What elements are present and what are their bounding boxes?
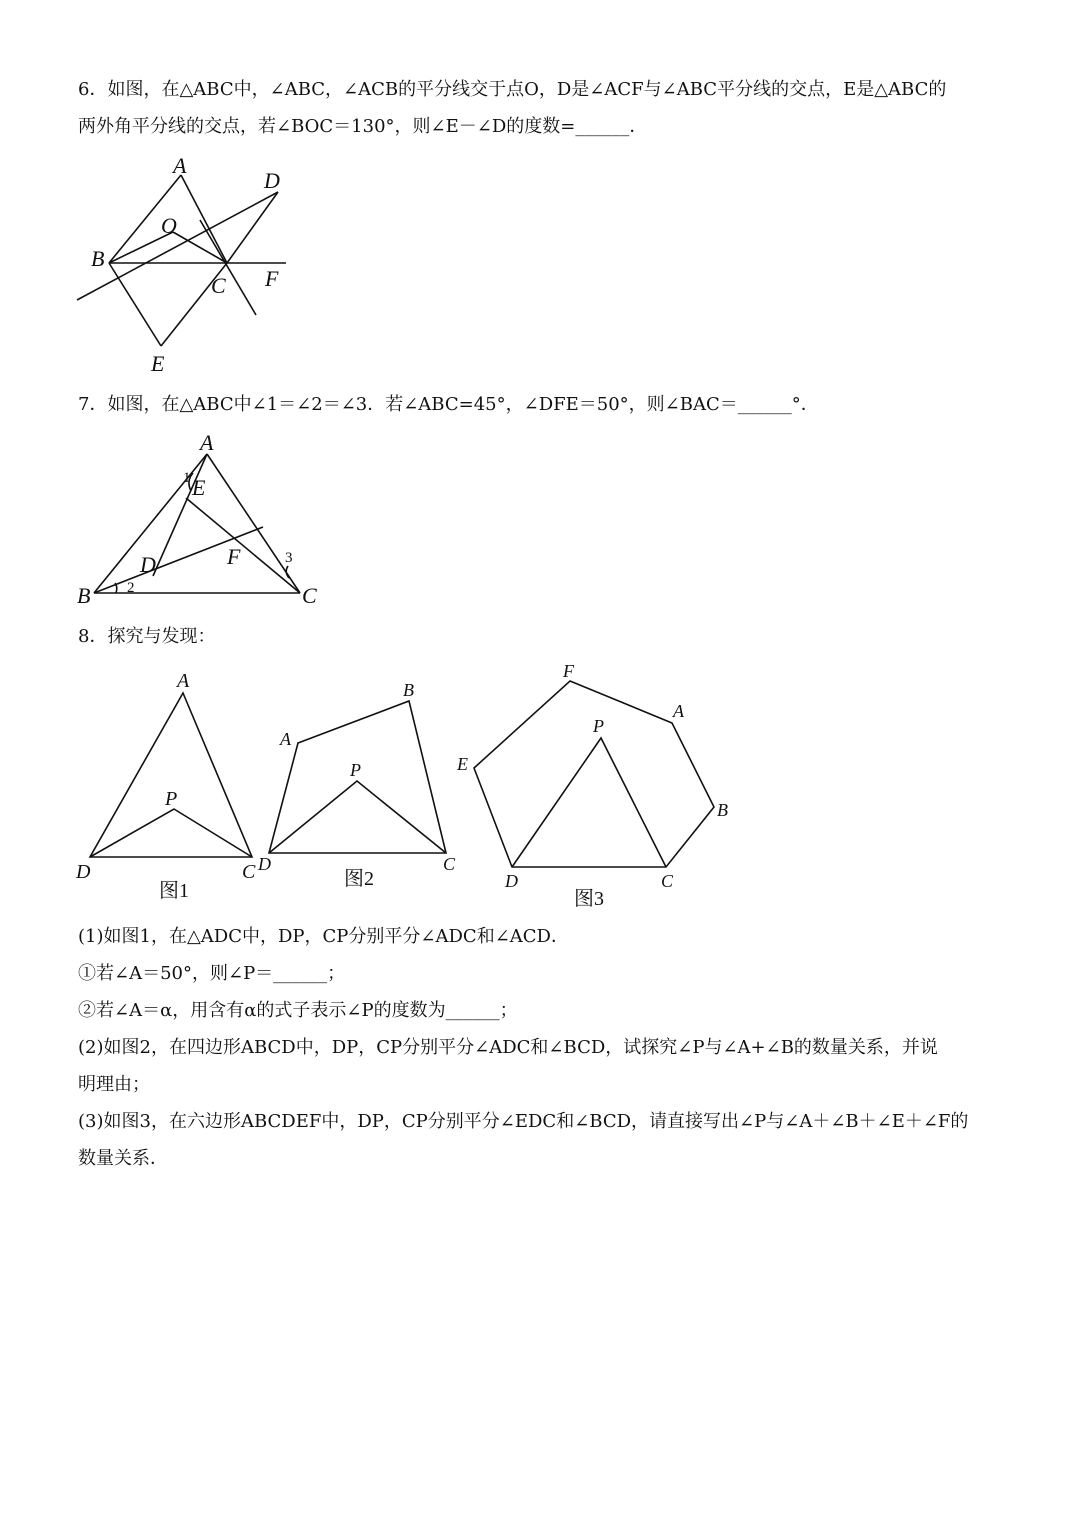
q8-figures xyxy=(60,655,740,920)
q7-angle-1: 1 xyxy=(183,470,191,486)
q6-figure xyxy=(60,150,320,380)
q8-part1: (1)如图1，在△ADC中，DP，CP分别平分∠ADC和∠ACD． xyxy=(78,926,569,947)
fig1-label-c: C xyxy=(242,861,256,883)
q8-title: 8．探究与发现： xyxy=(78,626,216,647)
fig3-label-c: C xyxy=(661,871,674,891)
q6-label-f: F xyxy=(265,266,279,291)
q7-angle-2: 2 xyxy=(127,580,135,596)
q6-label-e: E xyxy=(151,351,165,376)
q6-label-a: A xyxy=(173,153,187,178)
q6-label-c: C xyxy=(211,273,226,298)
fig2-caption: 图2 xyxy=(344,868,374,890)
fig3-label-d: D xyxy=(505,871,518,891)
q8-part3-line2: 数量关系． xyxy=(78,1148,168,1169)
q8-part2-line1: (2)如图2，在四边形ABCD中，DP，CP分别平分∠ADC和∠BCD，试探究∠P与∠A+∠B的数量关系，并说 xyxy=(78,1037,938,1058)
q7-angle-3: 3 xyxy=(285,550,293,566)
fig3-label-e: E xyxy=(457,754,468,774)
fig2-label-c: C xyxy=(443,854,456,874)
q7-label-d: D xyxy=(140,552,156,577)
q8-part3-line1: (3)如图3，在六边形ABCDEF中，DP，CP分别平分∠EDC和∠BCD，请直接写出∠P与∠A＋∠B＋∠E＋∠F的 xyxy=(78,1111,969,1132)
q6-label-b: B xyxy=(91,246,105,271)
fig2-label-a: A xyxy=(280,729,291,749)
fig3-label-b: B xyxy=(717,800,728,820)
fig1-caption: 图1 xyxy=(159,880,189,902)
fig3-label-a: A xyxy=(673,701,684,721)
fig2-label-b: B xyxy=(403,680,414,700)
fig3-label-f: F xyxy=(563,661,574,681)
fig1-label-a: A xyxy=(177,670,190,692)
q7-label-c: C xyxy=(302,583,317,608)
q7-label-b: B xyxy=(77,583,91,608)
fig2-label-p: P xyxy=(350,760,361,780)
q7-label-a: A xyxy=(200,430,214,455)
fig3-caption: 图3 xyxy=(574,888,604,910)
q7-label-f: F xyxy=(227,544,241,569)
fig3-label-p: P xyxy=(593,716,604,736)
q7-label-e: E xyxy=(192,475,206,500)
q7-figure xyxy=(60,425,340,610)
fig1-label-d: D xyxy=(76,861,91,883)
q7-text-line1: 7．如图，在△ABC中∠1＝∠2＝∠3．若∠ABC=45°，∠DFE＝50°，则∠BAC＝______°． xyxy=(78,394,819,415)
q8-part1-b: ②若∠A＝α，用含有α的式子表示∠P的度数为______； xyxy=(78,1000,518,1021)
q8-part2-line2: 明理由； xyxy=(78,1074,150,1095)
q6-label-o: O xyxy=(161,213,177,238)
q6-text-line2: 两外角平分线的交点，若∠BOC＝130°，则∠E－∠D的度数=______． xyxy=(78,116,648,137)
fig1-label-p: P xyxy=(165,788,178,810)
q6-label-d: D xyxy=(264,168,280,193)
q8-part1-a: ①若∠A＝50°，则∠P＝______； xyxy=(78,963,346,984)
fig2-label-d: D xyxy=(258,854,271,874)
q6-text-line1: 6．如图，在△ABC中，∠ABC，∠ACB的平分线交于点O，D是∠ACF与∠ABC平分线的交点，E是△ABC的 xyxy=(78,79,947,100)
